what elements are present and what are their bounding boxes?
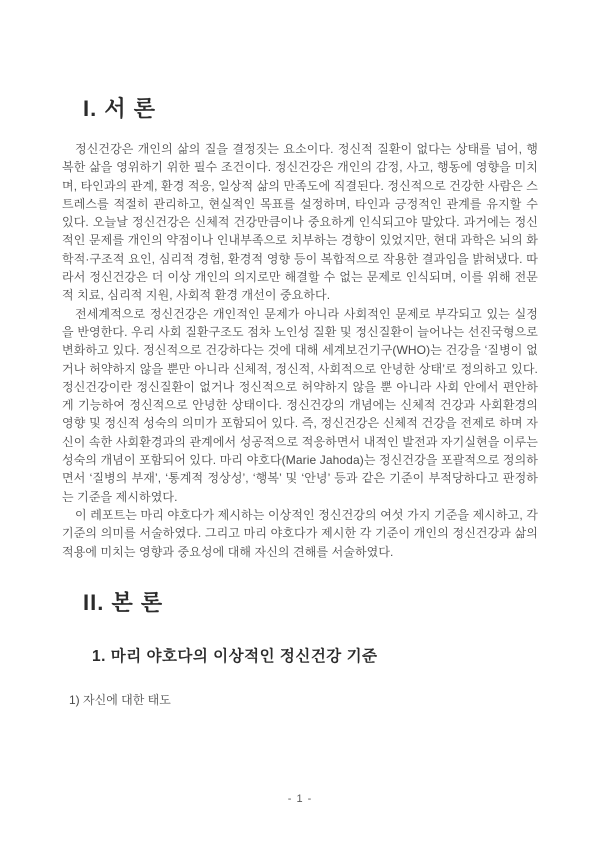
page-content (62, 0, 538, 708)
section-1-heading: I. 서 론 (83, 96, 156, 121)
subsection-item: 1) 자신에 대한 태도 (69, 692, 171, 707)
page-number: - 1 - (287, 793, 313, 805)
section-2-heading: II. 본 론 (83, 589, 164, 615)
subsection-heading: 1. 마리 야호다의 이상적인 정신건강 기준 (92, 647, 378, 665)
body-paragraph-3: 이 레포트는 마리 야호다가 제시하는 이상적인 정신건강의 여섯 가지 기준을 제시하고, 각 기준의 의미를 서술하였다. 그리고 마리 야호다가 제시한 각 기준이 개인의 정신건강과 삶의 적용에 미치는 영향과 중요성에 대해 자신의 견해를 서술하였다. (62, 507, 538, 559)
body-paragraph-2: 전세계적으로 정신건강은 개인적인 문제가 아니라 사회적인 문제로 부각되고 있는 실정을 반영한다. 우리 사회 질환구조도 점차 노인성 질환 및 정신질환이 늘어나는 선진국형으로 변화하고 있다. 정신적으로 건강하다는 것에 대해 세계보건기구(WHO)는 건강을 ‘질병이 없거나 허약하지 않을 뿐만 아니라 신체적, 정신적, 사회적으로 안녕한 상태’로 정의하고 있다. 정신건강이란 정신질환이 없거나 정신적으로 허약하지 않을 뿐 아니라 사회 안에서 편안하게 기능하여 정신적으로 안녕한 상태이다. 정신건강의 개념에는 신체적 건강과 사회환경의 영향 및 정신적 성숙의 의미가 포함되어 있다. 즉, 정신건강은 신체적 건강을 전제로 하며 자신이 속한 사회환경과의 관계에서 성공적으로 적응하면서 내적인 발전과 자기실현을 이루는 성숙의 개념이 포함되어 있다. 마리 야호다(Marie Jahoda)는 정신건강을 포괄적으로 정의하면서 ‘질병의 부재’, ‘통계적 정상성’, ‘행복’ 및 ‘안녕’ 등과 같은 기준이 부적당하다고 판정하는 기준을 제시하였다. (62, 306, 538, 504)
body-paragraph-1: 정신건강은 개인의 삶의 질을 결정짓는 요소이다. 정신적 질환이 없다는 상태를 넘어, 행복한 삶을 영위하기 위한 필수 조건이다. 정신건강은 개인의 감정, 사고, 행동에 영향을 미치며, 타인과의 관계, 환경 적응, 일상적 삶의 만족도에 직결된다. 정신적으로 건강한 사람은 스트레스를 적절히 관리하고, 현실적인 목표를 설정하며, 타인과 긍정적인 관계를 유지할 수 있다. 오늘날 정신건강은 신체적 건강만큼이나 중요하게 인식되고야 말았다. 과거에는 정신적인 문제를 개인의 약점이나 인내부족으로 치부하는 경향이 있었지만, 현대 과학은 뇌의 화학적·구조적 요인, 심리적 경험, 환경적 영향 등이 복합적으로 작용한 결과임을 밝혀냈다. 따라서 정신건강은 더 이상 개인의 의지로만 해결할 수 없는 문제로 인식되며, 이를 위해 전문적 치료, 심리적 지원, 사회적 환경 개선이 중요하다. (62, 142, 538, 303)
